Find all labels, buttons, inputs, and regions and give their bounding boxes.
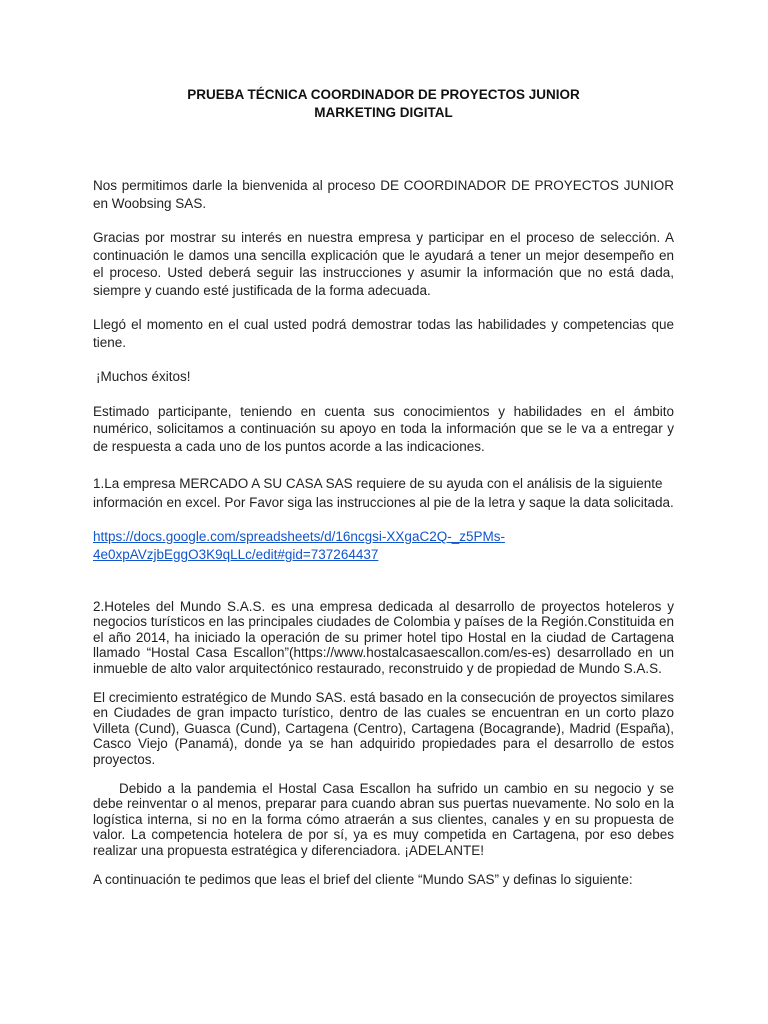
- paragraph-brief: A continuación te pedimos que leas el brief del cliente “Mundo SAS” y definas lo siguiente:: [93, 872, 633, 888]
- paragraph-participant: Estimado participante, teniendo en cuenta sus conocimientos y habilidades en el ámbito numérico, solicitamos a continuación su apoyo en toda la información que se le va a entregar y de respuesta a cada uno de los puntos acorde a las indicaciones.: [93, 403, 674, 454]
- paragraph-task-2: 2.Hoteles del Mundo S.A.S. es una empresa dedicada al desarrollo de proyectos hoteleros y negocios turísticos en las principales ciudades de Colombia y países de la Región.Constituida en el año 2014, ha iniciado la operación de su primer hotel tipo Hostal en la ciudad de Cartagena llamado “Hostal Casa Escallon”(https://www.hostalcasaescallon.com/es-es) desarrollado en un inmueble de alto valor arquitectónico restaurado, reconstruido y de propiedad de Mundo S.A.S.: [93, 599, 674, 676]
- paragraph-pandemic: Debido a la pandemia el Hostal Casa Escallon ha sufrido un cambio en su negocio y se debe reinventar o al menos, preparar para cuando abran sus puertas nuevamente. No solo en la logística interna, si no en la forma cómo atraerán a sus clientes, canales y en su propuesta de valor. La competencia hotelera de por sí, ya es muy competida en Cartagena, por eso debes realizar una propuesta estratégica y diferenciadora. ¡ADELANTE!: [93, 781, 674, 858]
- title-line-2: MARKETING DIGITAL: [314, 105, 453, 120]
- spreadsheet-link[interactable]: https://docs.google.com/spreadsheets/d/16ncgsi-XXgaC2Q-_z5PMs-4e0xpAVzjbEggO3K9qLLc/edit#gid=737264437: [93, 529, 505, 562]
- paragraph-task-1: 1.La empresa MERCADO A SU CASA SAS requiere de su ayuda con el análisis de la siguiente información en excel. Por Favor siga las instrucciones al pie de la letra y saque la data solicitada.: [93, 476, 674, 510]
- paragraph-welcome: Nos permitimos darle la bienvenida al proceso DE COORDINADOR DE PROYECTOS JUNIOR en Woobsing SAS.: [93, 178, 674, 211]
- document-page: [93, 86, 674, 888]
- title-line-1: PRUEBA TÉCNICA COORDINADOR DE PROYECTOS JUNIOR: [187, 87, 580, 102]
- paragraph-growth: El crecimiento estratégico de Mundo SAS. está basado en la consecución de proyectos similares en Ciudades de gran impacto turístico, dentro de las cuales se encuentran en un corto plazo Villeta (Cund), Guasca (Cund), Cartagena (Centro), Cartagena (Bocagrande), Madrid (España), Casco Viejo (Panamá), donde ya se han adquirido propiedades para el desarrollo de estos proyectos.: [93, 690, 674, 767]
- paragraph-thanks: Gracias por mostrar su interés en nuestra empresa y participar en el proceso de selección. A continuación le damos una sencilla explicación que le ayudará a tener un mejor desempeño en el proceso. Usted deberá seguir las instrucciones y asumir la información que no está dada, siempre y cuando esté justificada de la forma adecuada.: [93, 230, 674, 298]
- spreadsheet-link-container: [93, 528, 674, 564]
- paragraph-good-luck: ¡Muchos éxitos!: [96, 369, 191, 384]
- document-title: [93, 86, 674, 122]
- paragraph-moment: Llegó el momento en el cual usted podrá demostrar todas las habilidades y competencias que tiene.: [93, 317, 674, 350]
